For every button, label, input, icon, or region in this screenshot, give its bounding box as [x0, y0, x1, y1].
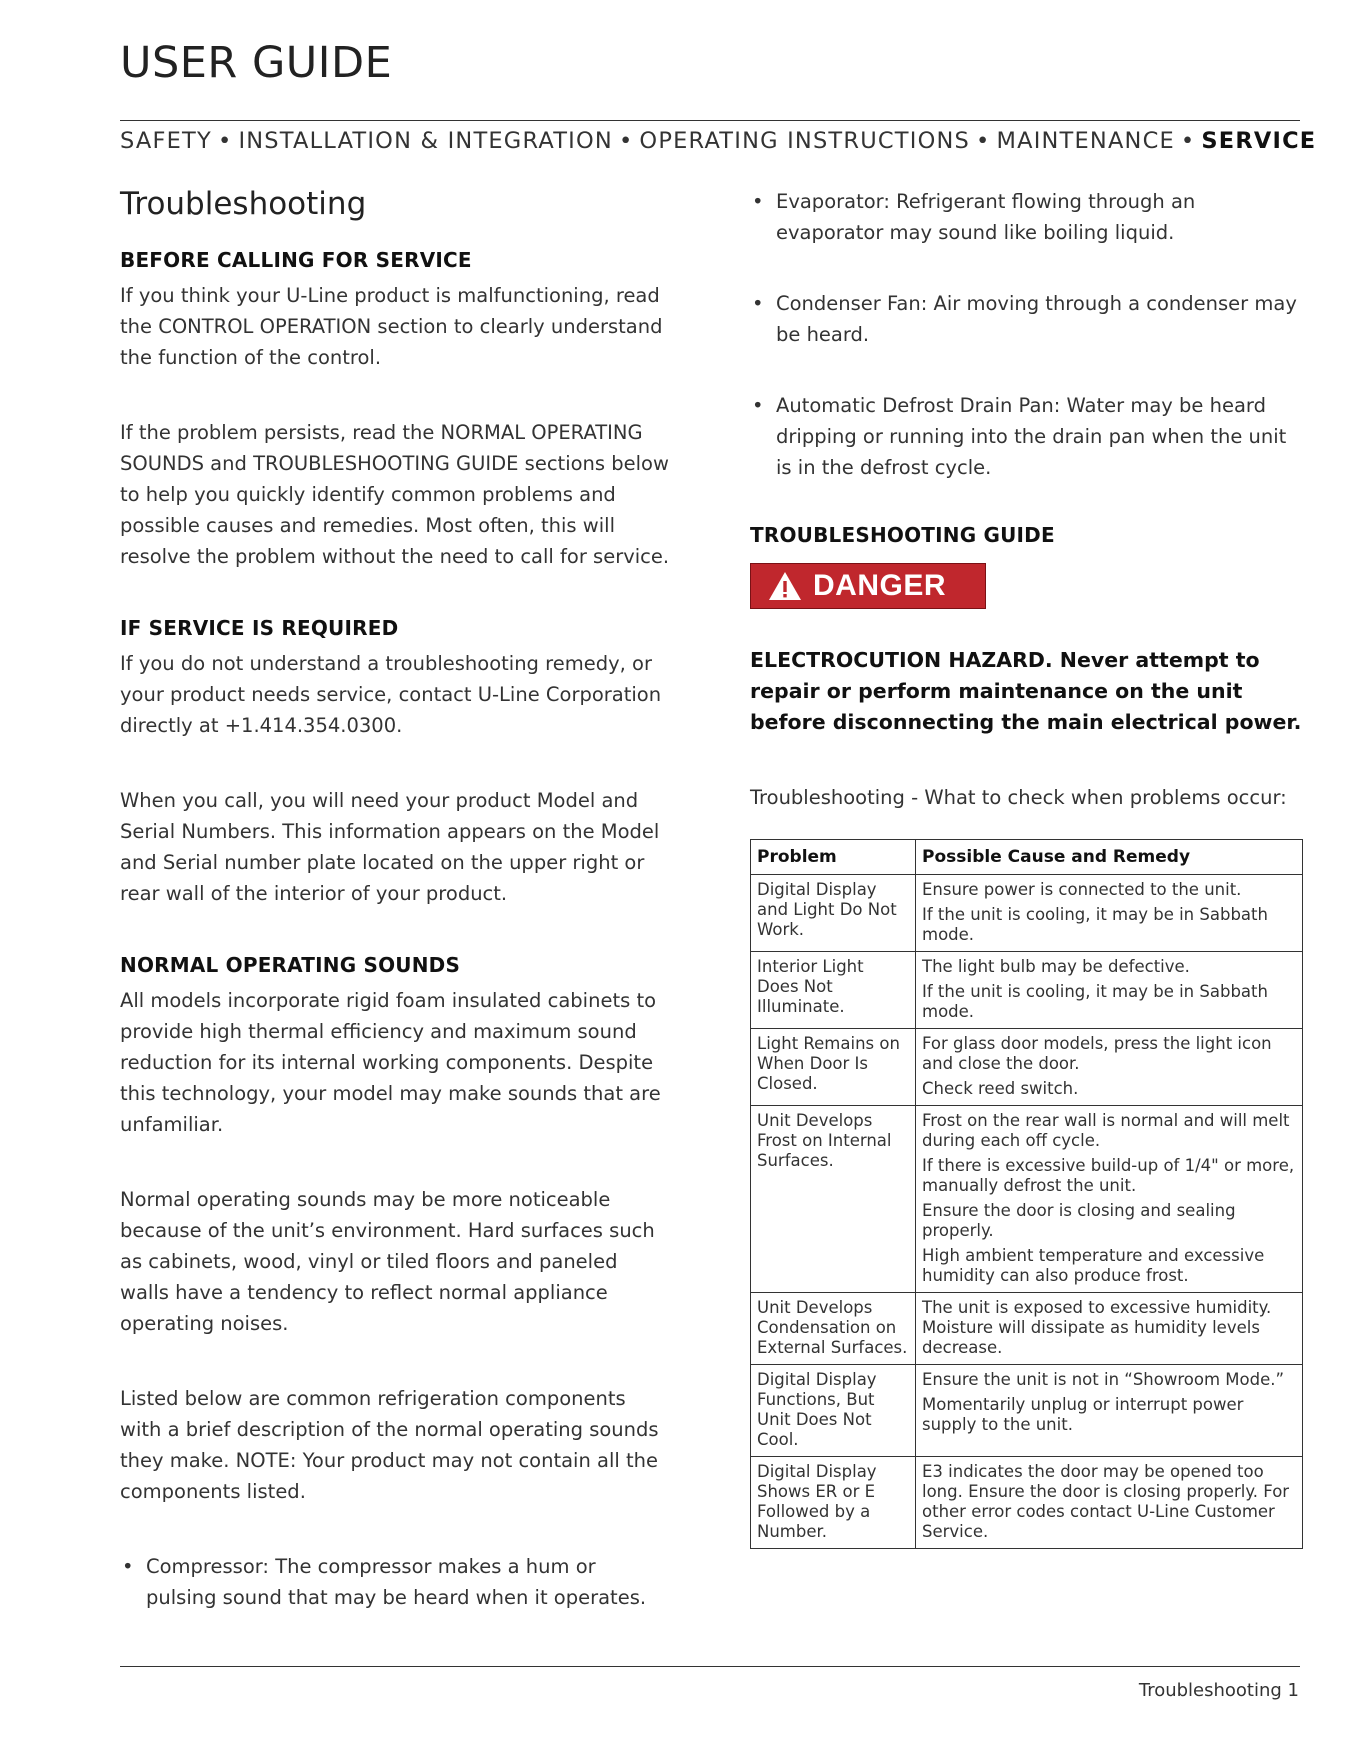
problem-cell: Unit Develops Condensation on External Surfaces. [751, 1293, 916, 1365]
remedy-cell [916, 1293, 1303, 1365]
problem-cell: Interior Light Does Not Illuminate. [751, 952, 916, 1029]
remedy-line: For glass door models, press the light icon and close the door. [922, 1034, 1272, 1073]
bullet-item [750, 390, 1306, 483]
remedy-cell [916, 875, 1303, 952]
bullet-text: Condenser Fan: Air moving through a condenser may be heard. [776, 292, 1297, 346]
nav-item-maintenance[interactable]: MAINTENANCE [996, 128, 1175, 154]
bullet-dot: • [122, 1555, 134, 1578]
remedy-line: Ensure the unit is not in “Showroom Mode.” [922, 1370, 1285, 1389]
bullet-text: Compressor: The compressor makes a hum or pulsing sound that may be heard when it operates. [146, 1555, 647, 1609]
table-intro: Troubleshooting - What to check when problems occur: [750, 786, 1287, 809]
page-footer: Troubleshooting 1 [1138, 1680, 1299, 1701]
remedy-line: Ensure the door is closing and sealing properly. [922, 1201, 1236, 1240]
bullet-dot: • [752, 190, 764, 213]
nav-separator: • [217, 128, 233, 154]
right-bullet-list [750, 186, 1306, 483]
table-row [751, 1106, 1303, 1293]
warning-triangle-icon [767, 570, 803, 602]
remedy-cell [916, 1029, 1303, 1106]
remedy-line: Ensure power is connected to the unit. [922, 880, 1242, 899]
problem-cell: Digital Display and Light Do Not Work. [751, 875, 916, 952]
nav-item-operating-instructions[interactable]: OPERATING INSTRUCTIONS [639, 128, 970, 154]
header-remedy: Possible Cause and Remedy [916, 840, 1303, 875]
remedy-line: Momentarily unplug or interrupt power supply to the unit. [922, 1395, 1244, 1434]
table-row [751, 1457, 1303, 1549]
left-column [120, 186, 672, 1653]
troubleshooting-guide-heading: TROUBLESHOOTING GUIDE [750, 523, 1055, 547]
service-required-paragraph-2: When you call, you will need your product Model and Serial Numbers. This information appears on the Model and Serial number plate located on the upper right or rear wall of the interior of your product. [120, 789, 660, 905]
remedy-line: Frost on the rear wall is normal and will melt during each off cycle. [922, 1111, 1290, 1150]
nav-separator: • [618, 128, 634, 154]
remedy-line: The light bulb may be defective. [922, 957, 1190, 976]
troubleshooting-table [750, 839, 1303, 1549]
nav-item-safety[interactable]: SAFETY [120, 128, 212, 154]
remedy-cell [916, 1106, 1303, 1293]
bullet-dot: • [752, 394, 764, 417]
nav-item-service[interactable]: SERVICE [1201, 128, 1317, 154]
header-divider [120, 120, 1300, 121]
remedy-cell [916, 952, 1303, 1029]
remedy-line: E3 indicates the door may be opened too long. Ensure the door is closing properly. For other error codes contact U-Line Customer Service. [922, 1462, 1290, 1541]
remedy-cell [916, 1365, 1303, 1457]
operating-sounds-paragraph-1: All models incorporate rigid foam insulated cabinets to provide high thermal efficiency and maximum sound reduction for its internal working components. Despite this technology, your model may make sounds that are unfamiliar. [120, 989, 661, 1136]
bullet-compressor [120, 1551, 672, 1613]
bullet-text: Automatic Defrost Drain Pan: Water may be heard dripping or running into the drain pan when the unit is in the defrost cycle. [776, 394, 1287, 479]
page-title: Troubleshooting [120, 186, 367, 222]
header-problem: Problem [751, 840, 916, 875]
service-required-heading: IF SERVICE IS REQUIRED [120, 616, 399, 640]
section-nav [120, 128, 1320, 154]
bullet-item [750, 288, 1306, 350]
table-row [751, 875, 1303, 952]
operating-sounds-heading: NORMAL OPERATING SOUNDS [120, 953, 461, 977]
bullet-text: Evaporator: Refrigerant flowing through an evaporator may sound like boiling liquid. [776, 190, 1196, 244]
problem-cell: Unit Develops Frost on Internal Surfaces. [751, 1106, 916, 1293]
nav-separator: • [1180, 128, 1196, 154]
service-required-paragraph-1: If you do not understand a troubleshooting remedy, or your product needs service, contact U-Line Corporation directly at +1.414.354.0300. [120, 652, 662, 737]
problem-cell: Light Remains on When Door Is Closed. [751, 1029, 916, 1106]
danger-badge [750, 563, 986, 609]
remedy-line: High ambient temperature and excessive humidity can also produce frost. [922, 1246, 1265, 1285]
nav-separator: • [976, 128, 991, 154]
table-header-row [751, 840, 1303, 875]
remedy-line: The unit is exposed to excessive humidity. Moisture will dissipate as humidity levels decrease. [922, 1298, 1272, 1357]
table-row [751, 1365, 1303, 1457]
nav-item-installation-integration[interactable]: INSTALLATION & INTEGRATION [238, 128, 613, 154]
bullet-dot: • [752, 292, 764, 315]
right-column [750, 186, 1306, 1549]
remedy-line: If the unit is cooling, it may be in Sabbath mode. [922, 905, 1268, 944]
bullet-item [750, 186, 1306, 248]
remedy-line: If the unit is cooling, it may be in Sabbath mode. [922, 982, 1268, 1021]
problem-cell: Digital Display Shows ER or E Followed by a Number. [751, 1457, 916, 1549]
table-row [751, 1293, 1303, 1365]
remedy-cell [916, 1457, 1303, 1549]
electrocution-warning: ELECTROCUTION HAZARD. Never attempt to repair or perform maintenance on the unit before disconnecting the main electrical power. [750, 648, 1302, 734]
left-bullet-list [120, 1551, 672, 1613]
danger-label: DANGER [813, 569, 947, 602]
table-row [751, 1029, 1303, 1106]
remedy-line: If there is excessive build-up of 1/4" or more, manually defrost the unit. [922, 1156, 1295, 1195]
before-calling-heading: BEFORE CALLING FOR SERVICE [120, 248, 472, 272]
operating-sounds-paragraph-2: Normal operating sounds may be more noticeable because of the unit’s environment. Hard surfaces such as cabinets, wood, vinyl or tiled floors and paneled walls have a tendency to reflect normal appliance operating noises. [120, 1188, 655, 1335]
footer-divider [120, 1666, 1300, 1667]
table-body [751, 875, 1303, 1549]
before-calling-paragraph-1: If you think your U-Line product is malfunctioning, read the CONTROL OPERATION section to clearly understand the function of the control. [120, 284, 663, 369]
before-calling-paragraph-2: If the problem persists, read the NORMAL OPERATING SOUNDS and TROUBLESHOOTING GUIDE sections below to help you quickly identify common problems and possible causes and remedies. Most often, this will resolve the problem without the need to call for service. [120, 421, 670, 568]
document-title: USER GUIDE [120, 38, 393, 88]
remedy-line: Check reed switch. [922, 1079, 1079, 1098]
problem-cell: Digital Display Functions, But Unit Does Not Cool. [751, 1365, 916, 1457]
table-row [751, 952, 1303, 1029]
operating-sounds-paragraph-3: Listed below are common refrigeration components with a brief description of the normal operating sounds they make. NOTE: Your product may not contain all the components listed. [120, 1387, 659, 1503]
